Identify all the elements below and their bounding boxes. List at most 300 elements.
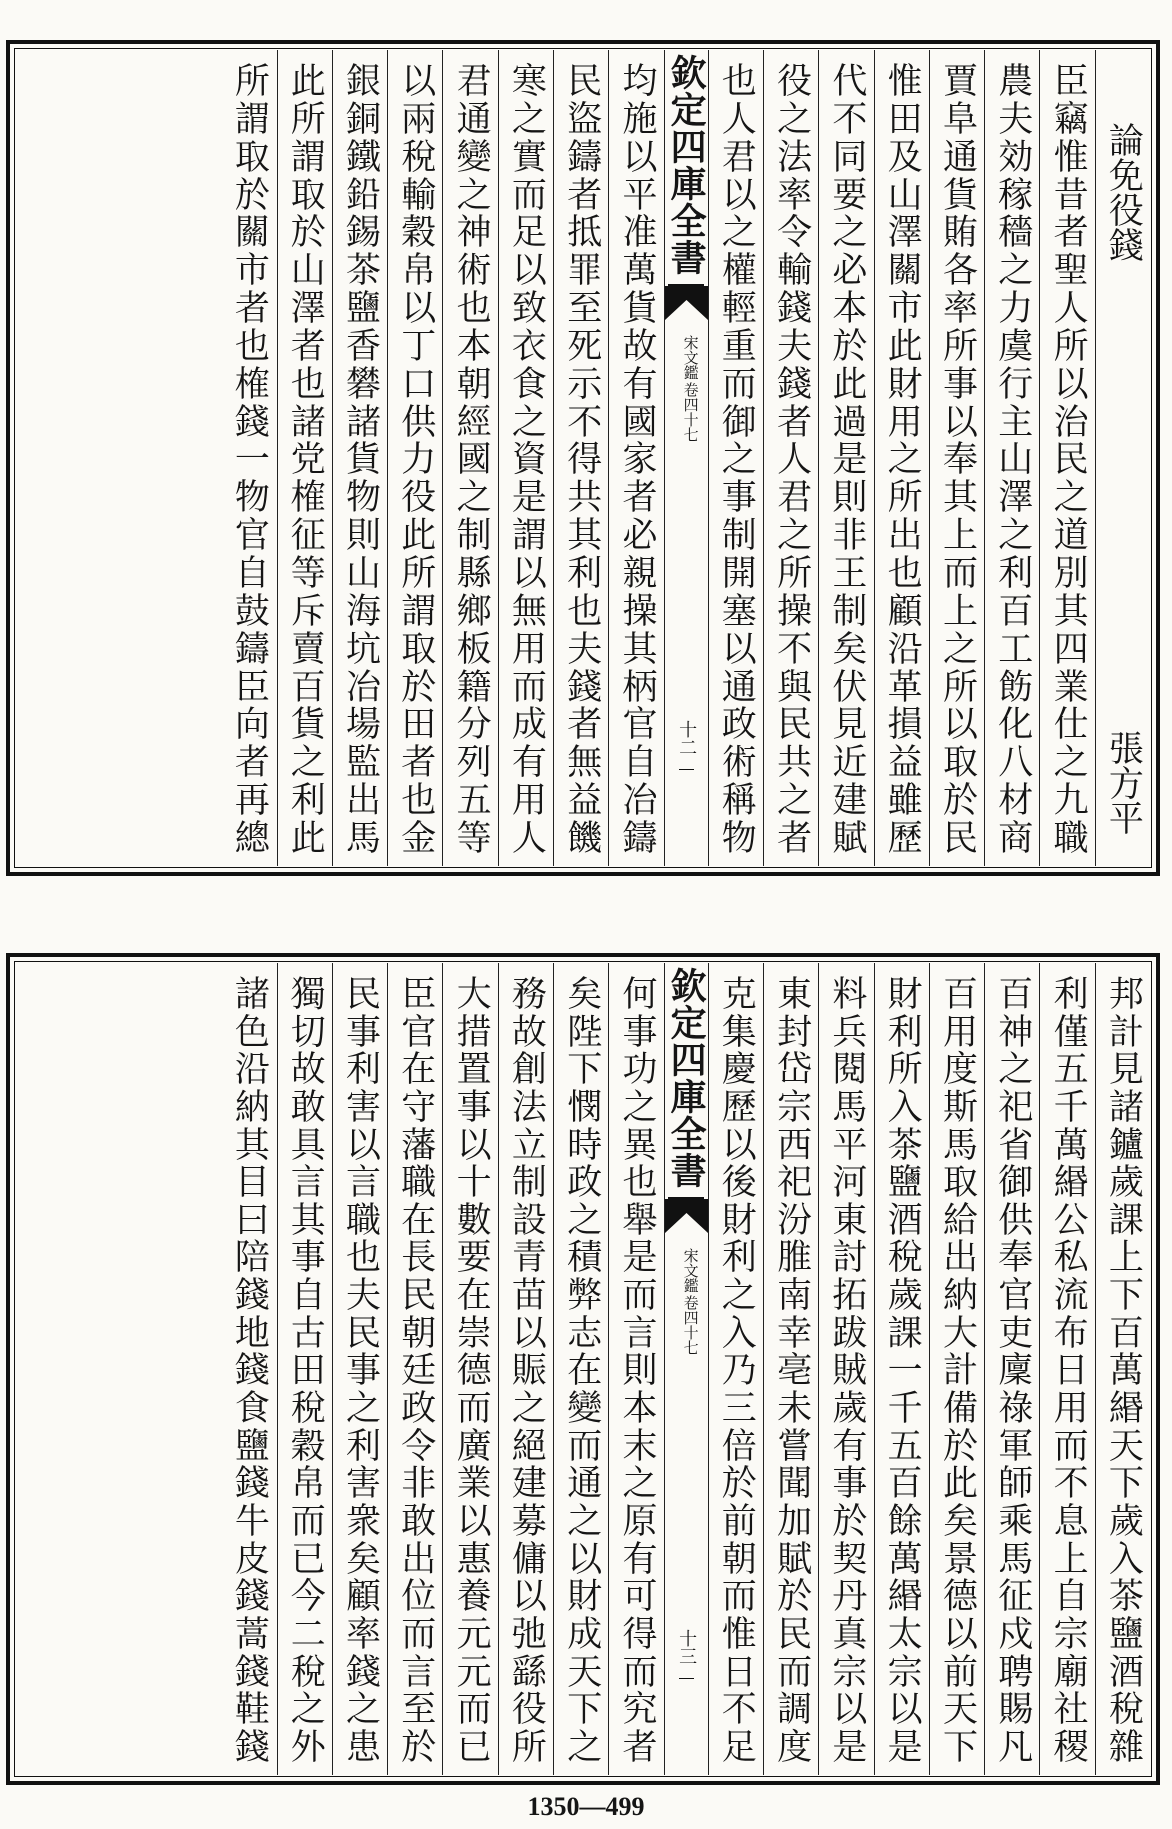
character: 而 [451,1389,492,1425]
character: 術 [716,743,757,779]
character: 地 [229,1313,270,1349]
character: 私 [1048,1238,1089,1274]
character: 錢 [229,1577,270,1613]
character: 取 [285,175,326,211]
character: 過 [826,402,867,438]
character: 農 [992,62,1033,97]
character: 之 [340,1690,381,1726]
character: 之 [937,629,978,665]
character: 歲 [1103,1163,1144,1199]
character: 則 [826,478,867,514]
character: 率 [771,175,812,211]
text-column [498,963,553,1775]
series-title: 欽定四庫全書 [668,967,704,1199]
character: 之 [992,251,1033,287]
character: 昔 [1048,175,1089,211]
character: 率 [937,289,978,325]
book-title: 宋文鑑 [681,335,700,380]
character: 之 [285,743,326,779]
character: 賑 [506,1351,547,1387]
character: 總 [229,818,270,854]
character: 討 [826,1238,867,1274]
character: 戍 [992,1614,1033,1650]
character: 雜 [1103,1727,1144,1763]
character: 不 [1048,1464,1089,1500]
character: 非 [826,516,867,552]
character: 之 [826,213,867,249]
character: 役 [771,62,812,97]
character: 是 [506,478,547,514]
character: 宗 [826,1652,867,1688]
character: 度 [937,1050,978,1086]
character: 廟 [1048,1652,1089,1688]
character: 澤 [882,213,923,249]
character: 銅 [340,99,381,135]
text-column [277,50,332,866]
character: 寒 [506,62,547,97]
character: 長 [395,1238,436,1274]
character: 取 [395,629,436,665]
character: 今 [285,1577,326,1613]
character: 茶 [1103,1577,1144,1613]
character: 致 [506,289,547,325]
character: 示 [561,364,602,400]
character: 不 [561,402,602,438]
character: 至 [395,1690,436,1726]
character: 廣 [451,1426,492,1462]
character: 沿 [229,1050,270,1086]
character: 計 [1103,1012,1144,1048]
character: 百 [992,591,1033,627]
character: 而 [451,1690,492,1726]
character: 稅 [882,1238,923,1274]
character: 末 [616,1426,657,1462]
character: 罪 [561,251,602,287]
character: 惟 [1048,137,1089,173]
character: 後 [716,1163,757,1199]
character: 令 [771,213,812,249]
character: 之 [340,1389,381,1425]
character: 景 [937,1539,978,1575]
character: 設 [506,1200,547,1236]
character: 公 [1048,1200,1089,1236]
character: 藩 [395,1125,436,1161]
character: 馬 [826,1087,867,1123]
character: 料 [826,975,867,1010]
character: 力 [395,440,436,476]
character: 廷 [395,1351,436,1387]
character: 縣 [451,553,492,589]
character: 陪 [229,1238,270,1274]
character: 輸 [771,251,812,287]
character: 征 [285,516,326,552]
character: 成 [561,1614,602,1650]
character: 錢 [771,289,812,325]
character: 再 [229,781,270,817]
character: 民 [561,62,602,97]
character: 於 [937,1426,978,1462]
character: 於 [285,213,326,249]
character: 入 [882,1087,923,1123]
character: 制 [451,516,492,552]
character: 均 [616,62,657,97]
character: 事 [451,1087,492,1123]
character: 革 [882,667,923,703]
character: 在 [561,1351,602,1387]
character: 則 [616,1351,657,1387]
character: 至 [561,289,602,325]
character: 其 [285,1200,326,1236]
character: 其 [937,478,978,514]
character: 真 [826,1614,867,1650]
character: 阜 [937,99,978,135]
character: 慶 [716,1050,757,1086]
character: 行 [992,364,1033,400]
character: 鹽 [340,289,381,325]
character: 供 [992,1200,1033,1236]
character: 職 [1048,818,1089,854]
character: 君 [716,137,757,173]
character: 者 [561,175,602,211]
character: 萬 [1048,1125,1089,1161]
character: 是 [826,440,867,476]
character: 出 [882,516,923,552]
character: 以 [937,402,978,438]
character: 惟 [882,62,923,97]
character: 東 [826,1200,867,1236]
character: 金 [395,818,436,854]
character: 事 [826,1464,867,1500]
character: 矣 [340,1539,381,1575]
character: 也 [882,553,923,589]
character: 以 [451,1125,492,1161]
character: 百 [937,975,978,1010]
character: 措 [451,1012,492,1048]
character: 謂 [229,99,270,135]
character: 上 [1103,1238,1144,1274]
character: 位 [395,1577,436,1613]
character: 有 [616,364,657,400]
character: 十 [451,1163,492,1199]
character: 必 [826,251,867,287]
character: 給 [937,1200,978,1236]
character: 重 [716,326,757,362]
character: 利 [1048,975,1089,1010]
character: 下 [1103,1464,1144,1500]
character: 曰 [229,1200,270,1236]
character: 用 [506,629,547,665]
text-column [929,963,984,1775]
character: 建 [826,781,867,817]
character: 繇 [506,1652,547,1688]
character: 等 [451,818,492,854]
character: 民 [395,1276,436,1312]
character: 者 [285,326,326,362]
character: 千 [882,1389,923,1425]
character: 故 [506,1012,547,1048]
character: 貨 [616,289,657,325]
character: 夫 [771,326,812,362]
character: 道 [1048,516,1089,552]
folio-rule [679,769,694,770]
character: 法 [506,1087,547,1123]
character: 代 [826,62,867,97]
character: 所 [771,553,812,589]
character: 帛 [395,251,436,287]
fishtail-mark [665,1199,708,1233]
character: 南 [771,1276,812,1312]
character: 軍 [992,1426,1033,1462]
character: 也 [229,326,270,362]
folio-number: 十二 [676,720,698,756]
character: 有 [506,743,547,779]
character: 人 [506,818,547,854]
page-lower [6,953,1160,1785]
character: 百 [992,975,1033,1010]
character: 元 [451,1614,492,1650]
character: 王 [826,553,867,589]
character: 茶 [882,1125,923,1161]
character: 弊 [561,1276,602,1312]
character: 自 [229,553,270,589]
character: 日 [716,1652,757,1688]
character: 事 [340,1351,381,1387]
character: 出 [937,1238,978,1274]
character: 緡 [1103,1389,1144,1425]
character: 下 [561,1050,602,1086]
character: 斥 [285,591,326,627]
character: 得 [561,440,602,476]
fold-column [664,963,708,1775]
character: 之 [451,478,492,514]
character: 於 [229,175,270,211]
character: 茶 [340,251,381,287]
character: 以 [716,175,757,211]
character: 本 [826,289,867,325]
character: 事 [285,1238,326,1274]
text-column [442,50,497,866]
character: 以 [826,1690,867,1726]
character: 者 [616,478,657,514]
character: 此 [395,516,436,552]
folio-number: 十三 [676,1629,698,1665]
character: 稅 [395,137,436,173]
character: 脽 [771,1238,812,1274]
character: 於 [395,1727,436,1763]
character: 憫 [561,1087,602,1123]
character: 職 [340,1200,381,1236]
character: 而 [561,1426,602,1462]
character: 是 [882,1727,923,1763]
character: 平 [616,175,657,211]
character: 流 [1048,1276,1089,1312]
character: 酒 [1103,1652,1144,1688]
character: 君 [771,478,812,514]
text-column [608,963,663,1775]
character: 變 [561,1389,602,1425]
character: 二 [285,1614,326,1650]
character: 僅 [1048,1012,1089,1048]
character: 夫 [561,629,602,665]
character: 足 [716,1727,757,1763]
character: 之 [451,175,492,211]
character: 苗 [506,1276,547,1312]
character: 賦 [826,818,867,854]
character: 必 [616,516,657,552]
character: 竊 [1048,99,1089,135]
character: 在 [451,1276,492,1312]
character: 害 [340,1087,381,1123]
character: 祀 [992,1087,1033,1123]
character: 神 [992,1012,1033,1048]
text-column [498,50,553,866]
character: 此 [285,818,326,854]
character: 時 [561,1125,602,1161]
character: 以 [395,289,436,325]
character: 家 [616,440,657,476]
character: 業 [451,1464,492,1500]
character: 其 [616,629,657,665]
character: 兩 [395,99,436,135]
character: 令 [395,1426,436,1462]
character: 權 [716,251,757,287]
character: 課 [1103,1200,1144,1236]
character: 故 [285,1050,326,1086]
character: 神 [451,213,492,249]
character: 飭 [992,667,1033,703]
character: 未 [771,1389,812,1425]
character: 操 [616,591,657,627]
character: 賦 [771,1539,812,1575]
character: 榷 [285,478,326,514]
character: 以 [716,1125,757,1161]
character: 養 [451,1577,492,1613]
character: 陛 [561,1012,602,1048]
character: 賈 [937,62,978,97]
character: 共 [771,743,812,779]
character: 親 [616,553,657,589]
character: 丁 [395,326,436,362]
character: 也 [616,1163,657,1199]
character: 謂 [506,516,547,552]
text-column [708,963,763,1775]
character: 也 [451,289,492,325]
character: 事 [340,1012,381,1048]
character: 穀 [395,213,436,249]
character: 牛 [229,1501,270,1537]
character: 而 [506,667,547,703]
character: 所 [937,667,978,703]
character: 國 [616,402,657,438]
character: 平 [826,1125,867,1161]
book-volume-label [681,335,700,442]
character: 而 [771,1652,812,1688]
character: 大 [937,1313,978,1349]
character: 事 [716,478,757,514]
character: 異 [616,1125,657,1161]
character: 跋 [826,1313,867,1349]
character: 不 [771,629,812,665]
character: 民 [340,1313,381,1349]
character: 之 [561,1727,602,1763]
character: 九 [1048,781,1089,817]
character: 用 [937,1012,978,1048]
character: 澤 [285,289,326,325]
character: 緡 [1048,1163,1089,1199]
character: 言 [616,1313,657,1349]
text-column [332,50,387,866]
character: 之 [561,1501,602,1537]
character: 蒿 [229,1614,270,1650]
character: 目 [229,1163,270,1199]
character: 之 [771,99,812,135]
character: 之 [992,1050,1033,1086]
character: 御 [992,1163,1033,1199]
character: 所 [229,62,270,97]
character: 以 [1048,364,1089,400]
character: 前 [716,1501,757,1537]
character: 物 [229,478,270,514]
character: 資 [506,440,547,476]
character: 死 [561,326,602,362]
character: 絕 [506,1426,547,1462]
character: 數 [451,1200,492,1236]
character: 見 [1103,1050,1144,1086]
character: 而 [616,1276,657,1312]
character: 切 [285,1012,326,1048]
character: 市 [229,251,270,287]
character: 也 [716,62,757,97]
character: 鞋 [229,1690,270,1726]
character: 役 [506,1690,547,1726]
character: 馬 [937,1125,978,1161]
character: 錢 [229,1652,270,1688]
character: 自 [1048,1577,1089,1613]
character: 之 [506,1389,547,1425]
character: 民 [340,975,381,1010]
character: 而 [395,1614,436,1650]
character: 於 [716,1464,757,1500]
character: 虞 [992,326,1033,362]
character: 夫 [992,99,1033,135]
character: 業 [1048,667,1089,703]
character: 弛 [506,1614,547,1650]
character: 海 [340,591,381,627]
character: 謂 [285,137,326,173]
character: 役 [395,478,436,514]
character: 財 [561,1577,602,1613]
character: 而 [937,553,978,589]
character: 冶 [616,781,657,817]
character: 用 [506,781,547,817]
character: 千 [1048,1087,1089,1123]
character: 於 [826,326,867,362]
character: 是 [616,1238,657,1274]
character: 之 [716,213,757,249]
character: 契 [826,1539,867,1575]
character: 於 [826,1501,867,1537]
character: 關 [229,213,270,249]
character: 錢 [561,667,602,703]
character: 此 [285,62,326,97]
character: 上 [937,591,978,627]
character: 向 [229,705,270,741]
character: 征 [992,1577,1033,1613]
character: 備 [937,1389,978,1425]
character: 通 [451,99,492,135]
character: 之 [771,516,812,552]
character: 歷 [882,818,923,854]
